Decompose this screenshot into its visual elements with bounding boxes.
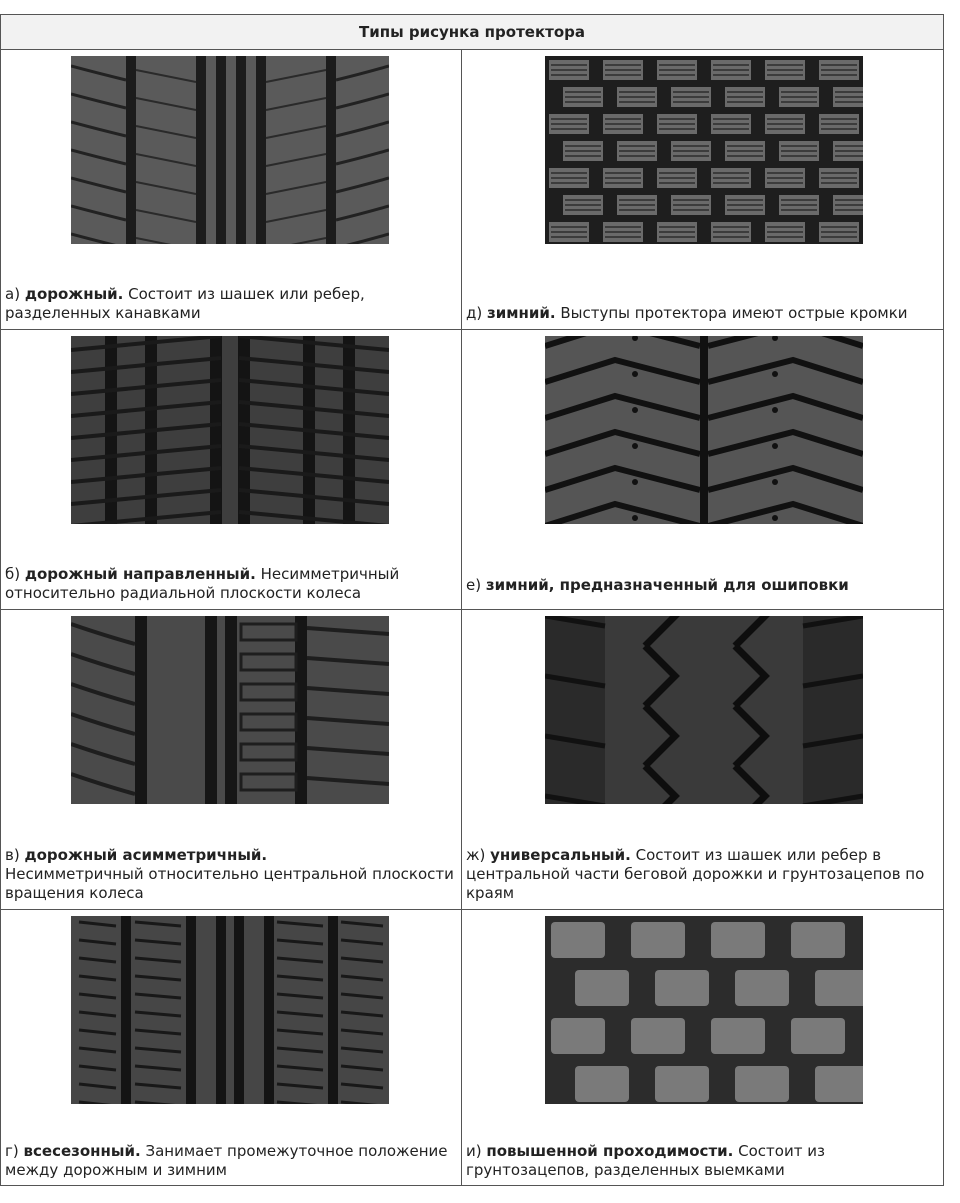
tread-image xyxy=(71,56,389,244)
caption-offroad: и) повышенной проходимости. Состоит из грунтозацепов, разделенных выемками xyxy=(466,1142,825,1179)
tread-image xyxy=(545,616,863,804)
cell-studded xyxy=(462,330,943,610)
tread-photo-offroad xyxy=(545,916,863,1104)
tread-image xyxy=(71,916,389,1104)
tread-image xyxy=(545,56,863,244)
caption-winter: д) зимний. Выступы протектора имеют острые кромки xyxy=(466,304,908,322)
tread-photo-winter xyxy=(545,56,863,244)
caption-studded: е) зимний, предназначенный для ошиповки xyxy=(466,576,849,594)
caption-road: а) дорожный. Состоит из шашек или ребер, разделенных канавками xyxy=(5,285,365,322)
tread-types-table xyxy=(0,14,944,1186)
cell-offroad xyxy=(462,910,943,1186)
caption-directional: б) дорожный направленный. Несимметричный относительно радиальной плоскости колеса xyxy=(5,565,400,602)
cell-allseason xyxy=(1,910,462,1186)
cell-road xyxy=(1,50,462,330)
tread-image xyxy=(71,616,389,804)
tread-grid xyxy=(1,50,943,1186)
cell-directional xyxy=(1,330,462,610)
tread-photo-asymmetric xyxy=(71,616,389,804)
caption-universal: ж) универсальный. Состоит из шашек или ребер в центральной части беговой дорожки и грунтозацепов по краям xyxy=(466,846,925,902)
tread-photo-studded xyxy=(545,336,863,524)
cell-universal xyxy=(462,610,943,910)
caption-asymmetric: в) дорожный асимметричный. Несимметричный относительно центральной плоскости вращения колеса xyxy=(5,846,454,902)
cell-winter xyxy=(462,50,943,330)
tread-photo-directional xyxy=(71,336,389,524)
table-title: Типы рисунка протектора xyxy=(1,15,943,50)
tread-image xyxy=(545,916,863,1104)
cell-asymmetric xyxy=(1,610,462,910)
tread-photo-allseason xyxy=(71,916,389,1104)
tread-image xyxy=(545,336,863,524)
tread-photo-universal xyxy=(545,616,863,804)
tread-image xyxy=(71,336,389,524)
caption-allseason: г) всесезонный. Занимает промежуточное положение между дорожным и зимним xyxy=(5,1142,448,1179)
tread-photo-road xyxy=(71,56,389,244)
